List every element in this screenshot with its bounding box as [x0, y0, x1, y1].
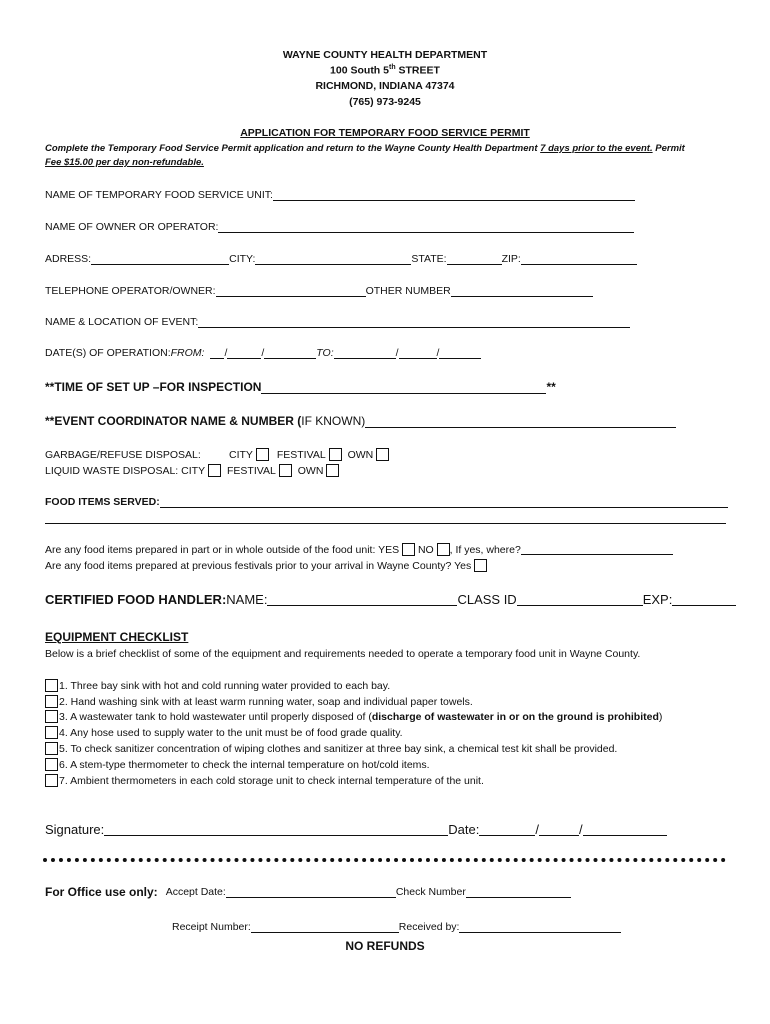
slash: /	[395, 347, 399, 359]
office-label: For Office use only:	[45, 885, 158, 899]
setup-label: **TIME OF SET UP –FOR INSPECTION	[45, 380, 262, 394]
check-number-label: Check Number	[395, 886, 466, 898]
state-label: STATE:	[411, 253, 447, 265]
unit-name-field[interactable]	[273, 190, 635, 201]
coordinator-row	[45, 414, 676, 428]
no-refunds: NO REFUNDS	[345, 939, 425, 953]
food-items-row	[45, 496, 728, 508]
receipt-number-field[interactable]	[251, 922, 399, 933]
liquid-own-checkbox[interactable]	[326, 464, 339, 477]
garbage-festival-label: FESTIVAL	[276, 448, 326, 461]
slash: /	[224, 347, 228, 359]
liquid-own-label: OWN	[297, 464, 324, 477]
exp-field[interactable]	[672, 593, 736, 606]
accept-date-field[interactable]	[226, 887, 396, 898]
telephone-label: TELEPHONE OPERATOR/OWNER:	[45, 285, 216, 297]
checklist-item	[45, 695, 473, 708]
accept-date-label: Accept Date:	[165, 886, 226, 898]
check-number-field[interactable]	[466, 887, 571, 898]
previous-festivals-row	[45, 559, 487, 572]
exp-label: EXP:	[642, 592, 673, 607]
handler-name-label: NAME:	[226, 592, 268, 607]
checklist-item-3-text: 3. A wastewater tank to hold wastewater until properly disposed of (	[59, 710, 372, 723]
slash: /	[261, 347, 265, 359]
to-day[interactable]	[399, 348, 437, 359]
liquid-festival-checkbox[interactable]	[279, 464, 292, 477]
checklist-item-2-checkbox[interactable]	[45, 695, 58, 708]
previous-festivals-yes-checkbox[interactable]	[474, 559, 487, 572]
checklist-intro: Below is a brief checklist of some of the equipment and requirements needed to operate a temporary food unit in Wayne County.	[45, 648, 641, 660]
form-title: APPLICATION FOR TEMPORARY FOOD SERVICE PERMIT	[240, 127, 530, 139]
address-label: ADRESS:	[45, 253, 92, 265]
received-by-label: Received by:	[398, 921, 460, 933]
to-year[interactable]	[436, 347, 481, 359]
checklist-item-5-text: 5. To check sanitizer concentration of wiping clothes and sanitizer at three bay sink, a chemical test kit shall be provided.	[59, 742, 618, 755]
class-id-label: CLASS ID	[457, 592, 517, 607]
from-day[interactable]	[227, 348, 261, 359]
signature-field[interactable]	[104, 823, 448, 836]
signature-label: Signature:	[45, 822, 105, 837]
class-id-field[interactable]	[517, 593, 643, 606]
garbage-city-checkbox[interactable]	[256, 448, 269, 461]
checklist-item-1-text: 1. Three bay sink with hot and cold running water provided to each bay.	[59, 679, 391, 692]
telephone-field[interactable]	[216, 286, 366, 297]
checklist-item-1-checkbox[interactable]	[45, 679, 58, 692]
telephone-row	[45, 285, 593, 297]
garbage-city-label: CITY	[229, 448, 253, 461]
intro-deadline: 7 days prior to the event.	[540, 143, 653, 154]
from-label: FROM:	[170, 347, 205, 359]
org-street	[0, 64, 770, 77]
other-number-field[interactable]	[451, 286, 593, 297]
liquid-city-checkbox[interactable]	[208, 464, 221, 477]
checklist-item-3-end: )	[658, 710, 663, 723]
garbage-row	[45, 448, 389, 461]
coordinator-label: **EVENT COORDINATOR NAME & NUMBER (	[45, 414, 302, 428]
slash: /	[578, 822, 583, 837]
dates-row	[45, 347, 481, 359]
checklist-item	[45, 742, 617, 755]
garbage-label: GARBAGE/REFUSE DISPOSAL:	[45, 448, 201, 461]
org-phone: (765) 973-9245	[349, 96, 421, 108]
checklist-item	[45, 774, 484, 787]
event-field[interactable]	[198, 317, 630, 328]
org-name: WAYNE COUNTY HEALTH DEPARTMENT	[282, 49, 488, 61]
garbage-festival-checkbox[interactable]	[329, 448, 342, 461]
signature-date-label: Date:	[448, 822, 480, 837]
office-row-1	[45, 885, 571, 899]
city-field[interactable]	[255, 254, 411, 265]
food-items-line-2[interactable]	[45, 523, 726, 524]
street-end: STREET	[395, 64, 440, 77]
org-city: RICHMOND, INDIANA 47374	[315, 80, 455, 92]
other-number-label: OTHER NUMBER	[365, 285, 451, 297]
intro-line-2: Fee $15.00 per day non-refundable.	[45, 157, 204, 168]
slash: /	[535, 822, 539, 837]
street-text: 100 South 5	[330, 64, 389, 77]
owner-field[interactable]	[218, 222, 634, 233]
checklist-item	[45, 679, 390, 692]
office-row-2	[172, 921, 621, 933]
where-field[interactable]	[521, 544, 673, 555]
checklist-item-7-checkbox[interactable]	[45, 774, 58, 787]
intro-part3: Permit	[652, 143, 685, 154]
intro-line-1	[45, 143, 685, 154]
from-month[interactable]	[210, 348, 224, 359]
prepared-outside-no-label: NO	[417, 543, 434, 556]
food-items-field[interactable]	[160, 497, 728, 508]
coordinator-known: IF KNOWN)	[301, 414, 366, 428]
prepared-outside-row	[45, 543, 673, 556]
prepared-outside-no-checkbox[interactable]	[437, 543, 450, 556]
office-divider	[43, 858, 726, 862]
signature-month-field[interactable]	[479, 823, 535, 836]
from-year[interactable]	[264, 348, 316, 359]
city-label: CITY:	[229, 253, 256, 265]
owner-row	[45, 221, 634, 233]
unit-name-row	[45, 189, 635, 201]
previous-festivals-question: Are any food items prepared at previous festivals prior to your arrival in Wayne County? Yes	[45, 559, 472, 572]
prepared-outside-yes-checkbox[interactable]	[402, 543, 415, 556]
checklist-item-3-bold: discharge of wastewater in or on the ground is prohibited	[371, 710, 659, 723]
prepared-outside-question: Are any food items prepared in part or in whole outside of the food unit: YES	[45, 543, 400, 556]
checklist-item-6-checkbox[interactable]	[45, 758, 58, 771]
checklist-item-4-checkbox[interactable]	[45, 726, 58, 739]
address-row	[45, 253, 637, 265]
checklist-item-5-checkbox[interactable]	[45, 742, 58, 755]
handler-label: CERTIFIED FOOD HANDLER:	[45, 592, 227, 607]
unit-name-label: NAME OF TEMPORARY FOOD SERVICE UNIT:	[45, 189, 273, 201]
dates-label: DATE(S) OF OPERATION:	[45, 347, 171, 359]
event-row	[45, 316, 630, 328]
checklist-title: EQUIPMENT CHECKLIST	[45, 630, 189, 644]
liquid-label: LIQUID WASTE DISPOSAL:	[45, 464, 179, 477]
handler-name-field[interactable]	[267, 593, 457, 606]
liquid-row	[45, 464, 339, 477]
setup-row	[45, 380, 556, 394]
signature-row	[45, 822, 667, 837]
checklist-item	[45, 758, 430, 771]
intro-part1: Complete the Temporary Food Service Permit application and return to the Wayne County Health Department	[45, 143, 541, 154]
checklist-item-6-text: 6. A stem-type thermometer to check the internal temperature on hot/cold items.	[59, 758, 430, 771]
checklist-item-4-text: 4. Any hose used to supply water to the unit must be of food grade quality.	[59, 726, 403, 739]
zip-field[interactable]	[521, 254, 637, 265]
to-label: TO:	[316, 347, 334, 359]
checklist-item-3-checkbox[interactable]	[45, 710, 58, 723]
address-field[interactable]	[91, 254, 229, 265]
received-by-field[interactable]	[459, 922, 621, 933]
if-yes-label: , If yes, where?	[449, 543, 521, 556]
event-label: NAME & LOCATION OF EVENT:	[45, 316, 199, 328]
checklist-item-7-text: 7. Ambient thermometers in each cold storage unit to check internal temperature of the unit.	[59, 774, 484, 787]
liquid-city-label: CITY	[181, 464, 206, 477]
signature-day-field[interactable]	[539, 823, 579, 836]
owner-label: NAME OF OWNER OR OPERATOR:	[45, 221, 219, 233]
liquid-festival-label: FESTIVAL	[227, 464, 276, 477]
coordinator-field[interactable]	[365, 415, 676, 428]
checklist-item-2-text: 2. Hand washing sink with at least warm running water, soap and individual paper towels.	[59, 695, 473, 708]
receipt-number-label: Receipt Number:	[172, 921, 251, 933]
signature-year-field[interactable]	[583, 823, 667, 836]
street-sup: th	[388, 64, 396, 71]
slash: /	[436, 347, 440, 359]
food-items-label: FOOD ITEMS SERVED:	[45, 496, 160, 508]
garbage-own-checkbox[interactable]	[376, 448, 389, 461]
setup-end: **	[546, 380, 556, 394]
setup-field[interactable]	[261, 381, 546, 394]
garbage-own-label: OWN	[347, 448, 374, 461]
zip-label: ZIP:	[501, 253, 521, 265]
to-month[interactable]	[334, 348, 396, 359]
handler-row	[45, 592, 736, 607]
checklist-item	[45, 726, 403, 739]
checklist-item	[45, 710, 662, 723]
state-field[interactable]	[447, 254, 502, 265]
